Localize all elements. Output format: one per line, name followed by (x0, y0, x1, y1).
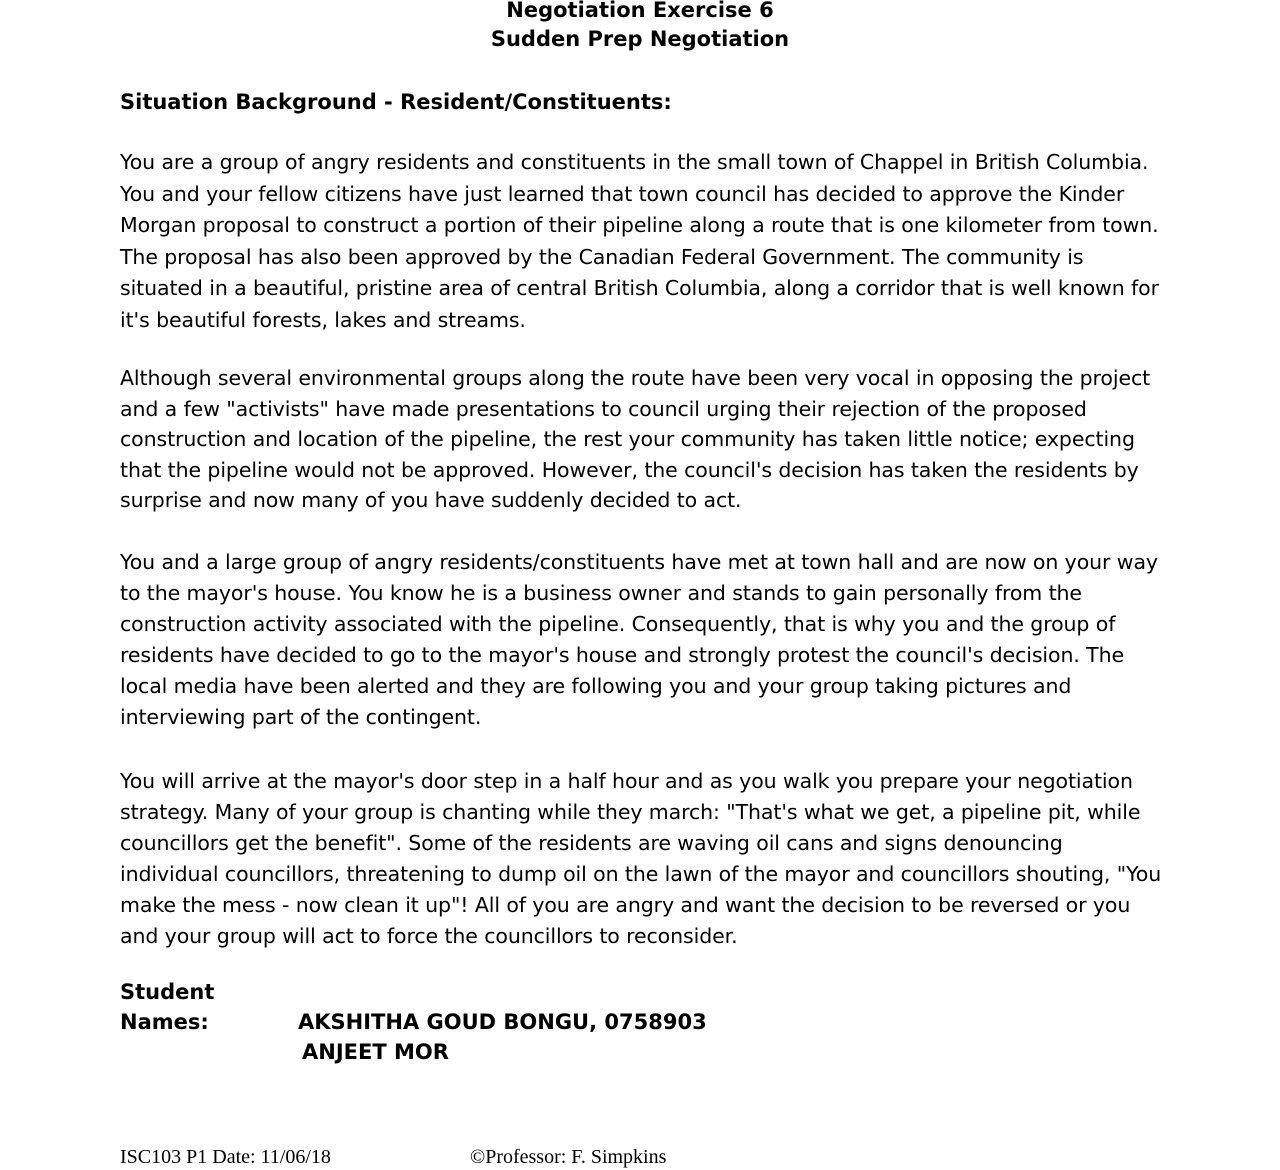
paragraph-background: You are a group of angry residents and constituents in the small town of Chappel in British Columbia. You and your fellow citizens have just learned that town council has decided to approve the Kinder Morgan proposal to construct a portion of their pipeline along a route that is one kilometer from town. The proposal has also been approved by the Canadian Federal Government. The community is situated in a beautiful, pristine area of central British Columbia, along a corridor that is well known for it's beautiful forests, lakes and streams. (120, 150, 1159, 332)
student-name: ANJEET MOR (302, 1040, 449, 1064)
student-name: AKSHITHA GOUD BONGU, 0758903 (298, 1010, 707, 1034)
footer-professor: ©Professor: F. Simpkins (470, 1146, 667, 1168)
document-subtitle: Sudden Prep Negotiation (490, 27, 790, 51)
section-heading: Situation Background - Resident/Constituents: (120, 90, 672, 114)
student-names-block (120, 977, 707, 1067)
paragraph-town-hall: You and a large group of angry residents/constituents have met at town hall and are now on your way to the mayor's house. You know he is a business owner and stands to gain personally from the construction activity associated with the pipeline. Consequently, that is why you and the group of residents have decided to go to the mayor's house and strongly protest the council's decision. The local media have been alerted and they are following you and your group taking pictures and interviewing part of the contingent. (120, 550, 1158, 729)
student-names-label: Student Names: (120, 980, 215, 1034)
document-title: Negotiation Exercise 6 (506, 0, 774, 22)
footer-course-date: ISC103 P1 Date: 11/06/18 (120, 1146, 331, 1168)
paragraph-activists: Although several environmental groups along the route have been very vocal in opposing the project and a few "activists" have made presentations to council urging their rejection of the proposed construction and location of the pipeline, the rest your community has taken little notice; expecting that the pipeline would not be approved. However, the council's decision has taken the residents by surprise and now many of you have suddenly decided to act. (120, 366, 1151, 512)
paragraph-arrival: You will arrive at the mayor's door step in a half hour and as you walk you prepare your negotiation strategy. Many of your group is chanting while they march: "That's what we get, a pipeline pit, while councillors get the benefit". Some of the residents are waving oil cans and signs denouncing individual councillors, threatening to dump oil on the lawn of the mayor and councillors shouting, "You make the mess - now clean it up"! All of you are angry and want the decision to be reversed or you and your group will act to force the councillors to reconsider. (120, 769, 1162, 948)
